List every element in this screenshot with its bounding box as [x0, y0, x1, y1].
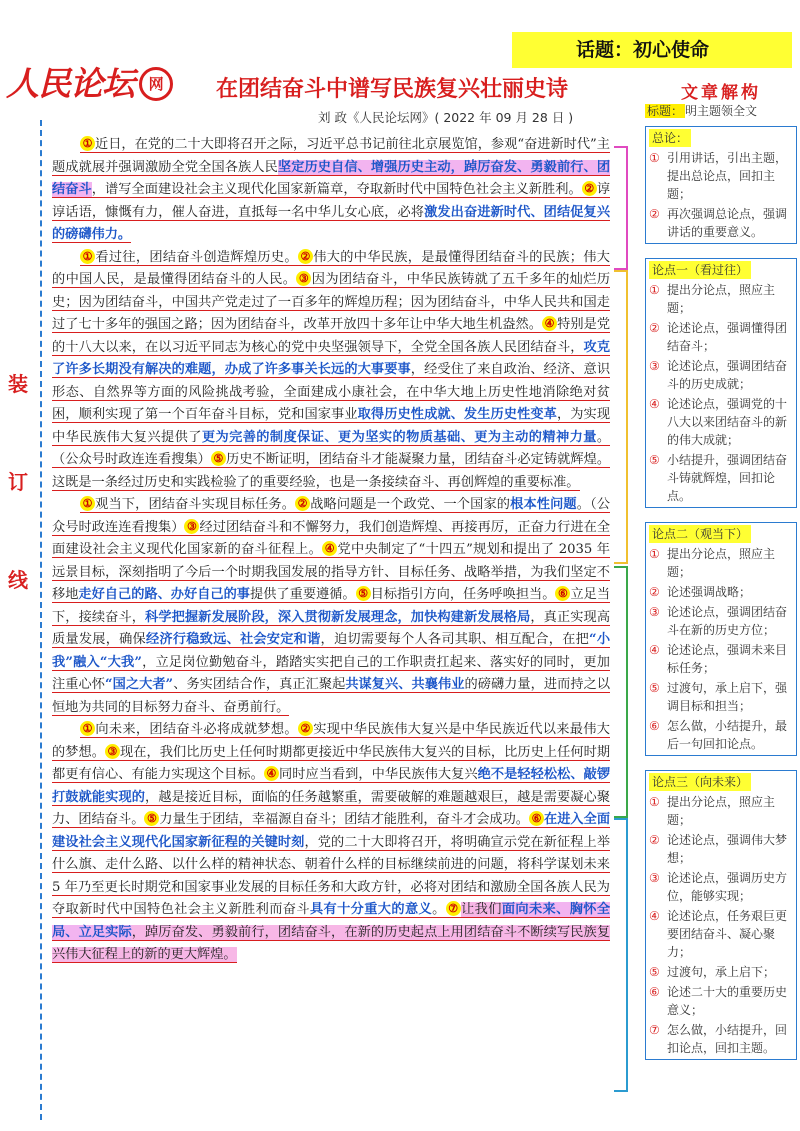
sidebar-item	[649, 149, 793, 203]
sidebar-item-text: 怎么做，小结提升，最后一句回扣论点。	[667, 719, 788, 751]
paragraph-text	[52, 137, 610, 243]
sidebar-item-text: 论述论点，强调党的十八大以来团结奋斗的新的伟大成就；	[667, 397, 788, 447]
text-segment: ，经受住了来自政治、经济、意识形态、自然界等方面的风险挑战考验，全面建成小康社会，在中华大地上历史性地消除绝对贫困，顺利实现了第一个百年奋斗目标，党和国家事业	[52, 362, 611, 422]
sidebar-item-text: 过渡句，承上启下；	[667, 965, 776, 979]
text-segment: 坚定历史自信、增强历史主动，踔厉奋发、勇毅前行、团结奋斗	[52, 159, 611, 197]
text-segment: ，真正实现高质量发展，确保	[52, 609, 611, 647]
paragraph-1	[52, 134, 610, 247]
bracket-point-1	[614, 270, 628, 564]
sidebar-item-number: ①	[649, 151, 660, 165]
text-segment: 具有十分重大的意义	[309, 902, 433, 917]
text-segment: 根本性问题	[510, 497, 577, 512]
sidebar-item	[649, 319, 793, 355]
sentence-number: ①	[80, 496, 95, 511]
text-segment: 更为完善的制度保证、更为坚实的物质基础、更为主动的精神力量	[201, 429, 597, 445]
binding-char-1: 装	[8, 372, 28, 396]
sentence-number: ①	[80, 721, 95, 736]
text-segment: 党中央制定了“十四五”规划和提出了 2035 年远景目标，深刻指明了今后一个时期我国发展的指导方针、目标任务、战略举措，为我们坚定不移地	[52, 542, 610, 602]
sidebar-item-number: ②	[649, 585, 660, 599]
text-segment: 近日，在党的二十大即将召开之际，习近平总书记前往北京展览馆，参观“奋进新时代”主题成就展并强调激励全党全国各族人民	[52, 137, 610, 175]
sentence-number: ⑥	[529, 811, 544, 826]
sidebar-item-number: ⑤	[649, 453, 660, 467]
sidebar-item-text: 提出分论点，照应主题；	[667, 283, 776, 315]
sidebar-item	[649, 963, 793, 981]
sidebar-item-number: ④	[649, 397, 660, 411]
logo-text: 人民论坛	[6, 64, 134, 103]
text-segment: 同时应当看到，中华民族伟大复兴	[278, 767, 478, 782]
sentence-number: ⑤	[144, 811, 159, 826]
sidebar-item-number: ②	[649, 833, 660, 847]
sidebar-item-number: ③	[649, 605, 660, 619]
sidebar-item-text: 怎么做，小结提升，回扣论点，回扣主题。	[667, 1023, 788, 1055]
binding-char-3: 线	[8, 568, 28, 592]
sidebar-item	[649, 793, 793, 829]
text-segment: ，为实现中华民族伟大复兴提供了	[52, 407, 611, 445]
sidebar-item	[649, 357, 793, 393]
sentence-number: ⑤	[211, 451, 226, 466]
sidebar-tag-label: 标题：	[647, 104, 684, 118]
sidebar-item-text: 小结提升，强调团结奋斗铸就辉煌，回扣论点。	[667, 453, 788, 503]
text-segment: ，踔厉奋发、勇毅前行，团结奋斗，在新的历史起点上用团结奋斗不断续写民族复兴伟大征程上的新的更大辉煌。	[52, 924, 611, 962]
sidebar-item	[649, 545, 793, 581]
sidebar-item-text: 论述论点，强调历史方位，能够实现；	[667, 871, 788, 903]
sentence-number: ①	[80, 249, 95, 264]
sidebar-item	[649, 717, 793, 753]
sidebar-item-text: 论述论点，强调团结奋斗的历史成就；	[667, 359, 788, 391]
text-segment: 目标指引方向，任务呼唤担当。	[370, 587, 556, 602]
text-segment: 面向未来、胸怀全局、立足实际	[52, 902, 611, 940]
sidebar-item-text: 过渡句，承上启下，强调目标和担当；	[667, 681, 788, 713]
sidebar-item-number: ⑤	[649, 681, 660, 695]
sentence-number: ②	[298, 721, 313, 736]
sidebar-item-number: ⑤	[649, 965, 660, 979]
sidebar-item-text: 再次强调总论点，强调讲话的重要意义。	[667, 207, 788, 239]
sidebar-section-3	[645, 522, 797, 756]
sidebar-item-number: ④	[649, 643, 660, 657]
sidebar-title: 文章解构	[681, 83, 761, 103]
text-segment: 立足当下，接续奋斗，	[52, 587, 611, 625]
text-segment: 取得历史性成就、发生历史性变革	[357, 407, 557, 422]
sidebar-item-text: 论述论点，强调团结奋斗在新的历史方位；	[667, 605, 788, 637]
text-segment: ，谱写全面建设社会主义现代化国家新篇章，夺取新时代中国特色社会主义新胜利。	[91, 182, 582, 197]
sidebar-sections	[645, 126, 797, 1060]
sidebar-item	[649, 641, 793, 677]
sentence-number: ⑦	[446, 901, 461, 916]
sentence-number: ④	[322, 541, 337, 556]
article-headline: 在团结奋斗中谱写民族复兴壮丽史诗	[216, 76, 569, 102]
sentence-number: ①	[80, 136, 95, 151]
sentence-number: ⑥	[555, 586, 570, 601]
sidebar-item	[649, 451, 793, 505]
sentence-number: ④	[264, 766, 279, 781]
sentence-number: ②	[298, 249, 313, 264]
sidebar-item-text: 提出分论点，照应主题；	[667, 547, 776, 579]
text-segment: 经过团结奋斗和不懈努力，我们创造辉煌、再接再厉，正奋力行进在全面建设社会主义现代化国家新的奋斗征程上。	[52, 519, 611, 557]
sidebar-section-head: 总论：	[649, 129, 691, 147]
sidebar-section-1	[645, 126, 797, 244]
sentence-number: ②	[295, 496, 310, 511]
text-segment: 力量生于团结，幸福源自奋斗；团结才能胜利，奋斗才会成功。	[159, 812, 530, 827]
sidebar-item-text: 论述强调战略；	[667, 585, 752, 599]
sidebar-item	[649, 205, 793, 241]
text-segment: 现在，我们比历史上任何时期都更接近中华民族伟大复兴的目标，比历史上任何时期都更有信心、有能力实现这个目标。	[52, 744, 611, 782]
text-segment: 、务实团结合作，真正汇聚起	[173, 677, 346, 692]
sidebar-section-head: 论点三（向未来）	[649, 773, 751, 791]
sidebar-item-number: ①	[649, 547, 660, 561]
sidebar-item	[649, 583, 793, 601]
structure-sidebar	[645, 84, 797, 1060]
sidebar-item	[649, 603, 793, 639]
topic-banner	[512, 32, 792, 68]
sidebar-item-number: ④	[649, 909, 660, 923]
text-segment: 实现中华民族伟大复兴是中华民族近代以来最伟大的梦想。	[52, 722, 610, 760]
text-segment: 谆谆话语，慷慨有力，催人奋进，直抵每一名中华儿女心底，必将	[52, 182, 611, 220]
sidebar-item-number: ③	[649, 871, 660, 885]
sidebar-item	[649, 983, 793, 1019]
sidebar-section-4	[645, 770, 797, 1060]
sidebar-item	[649, 281, 793, 317]
sentence-number: ④	[542, 316, 557, 331]
text-segment: 攻克了许多长期没有解决的难题，办成了许多事关长远的大事要事	[52, 339, 611, 377]
text-segment: “国之大者”	[104, 677, 174, 692]
paragraph-text	[52, 722, 610, 963]
text-segment: 在进入全面建设社会主义现代化国家新征程的关键时刻	[52, 812, 611, 850]
text-segment: “小我”融入“大我”	[52, 632, 611, 670]
sidebar-item	[649, 869, 793, 905]
sidebar-item-number: ②	[649, 207, 660, 221]
text-segment: 。	[432, 902, 446, 917]
text-segment: 因为团结奋斗，中华民族铸就了五千多年的灿烂历史；因为团结奋斗，中国共产党走过了一百多年的辉煌历程；因为团结奋斗，中华人民共和国走过了七十多年的强国之路；因为团结奋斗，改革开放四十多年让中华大地生机盎然。	[52, 272, 611, 332]
sidebar-item	[649, 831, 793, 867]
sidebar-tag-text: 明主题领全文	[685, 104, 758, 118]
sidebar-item-number: ②	[649, 321, 660, 335]
text-segment: 特别是党的十八大以来，在以习近平同志为核心的党中央坚强领导下，全党全国各族人民团结奋斗，	[52, 317, 611, 355]
text-segment: 。（公众号时政连连看搜集）	[52, 497, 611, 535]
sidebar-item-number: ⑥	[649, 985, 660, 999]
binding-line	[40, 120, 42, 1120]
paragraph-4	[52, 719, 610, 967]
sidebar-section-head: 论点一（看过往）	[649, 261, 751, 279]
sidebar-item-text: 论述论点，强调未来目标任务；	[667, 643, 788, 675]
article-byline: 刘 政《人民论坛网》( 2022 年 09 月 28 日 )	[318, 110, 574, 125]
paragraph-2	[52, 247, 610, 495]
text-segment: ，迫切需要每个人各司其职、相互配合，在把	[320, 632, 590, 647]
sidebar-item	[649, 395, 793, 449]
sidebar-item	[649, 1021, 793, 1057]
text-segment: 激发出奋进新时代、团结促复兴的磅礴伟力。	[52, 204, 611, 242]
sentence-number: ③	[105, 744, 120, 759]
sidebar-item-number: ①	[649, 795, 660, 809]
text-segment: 让我们	[460, 902, 502, 917]
sidebar-item	[649, 907, 793, 961]
text-segment: 向未来，团结奋斗必将成就梦想。	[95, 722, 298, 737]
article-body	[52, 134, 610, 967]
sidebar-tag	[645, 102, 797, 120]
text-segment: 历史不断证明，团结奋斗才能凝聚力量，团结奋斗必定铸就辉煌。这既是一条经过历史和实践检验了的重要经验，也是一条接续奋斗、再创辉煌的重要标准。	[52, 452, 611, 490]
sidebar-item-text: 论述论点，任务艰巨更要团结奋斗、凝心聚力；	[667, 909, 788, 959]
text-segment: 提供了重要遵循。	[250, 587, 356, 602]
sidebar-item-text: 论述二十大的重要历史意义；	[667, 985, 788, 1017]
paragraph-3	[52, 494, 610, 719]
paragraph-text	[52, 250, 610, 491]
sidebar-item	[649, 679, 793, 715]
sentence-number: ③	[296, 271, 311, 286]
text-segment: 共谋复兴、共襄伟业	[345, 677, 465, 692]
binding-char-2: 订	[8, 470, 28, 494]
text-segment: 科学把握新发展阶段，深入贯彻新发展理念，加快构建新发展格局	[145, 609, 531, 625]
sidebar-item-number: ⑥	[649, 719, 660, 733]
text-segment: 绝不是轻轻松松、敲锣打鼓就能实现的	[52, 767, 611, 805]
sidebar-item-text: 提出分论点，照应主题；	[667, 795, 776, 827]
text-segment: ，党的二十大即将召开，将明确宣示党在新征程上举什么旗、走什么路、以什么样的精神状态、朝着什么样的目标继续前进的问题，将科学谋划未来 5 年乃至更长时期党和国家事业发展的目标任务和大政方针，必将对团结和激励全国各族人民为夺取新时代中国特色社会主义新胜利而奋斗	[52, 834, 611, 917]
sentence-number: ②	[582, 181, 597, 196]
sidebar-item-number: ③	[649, 359, 660, 373]
bracket-point-2	[614, 566, 628, 818]
sidebar-item-number: ①	[649, 283, 660, 297]
topic-text: 话题：初心使命	[576, 39, 710, 61]
paragraph-text	[52, 497, 610, 716]
text-segment: 伟大的中华民族，是最懂得团结奋斗的民族；伟大的中国人民，是最懂得团结奋斗的人民。	[52, 249, 610, 287]
sidebar-section-head: 论点二（观当下）	[649, 525, 751, 543]
text-segment: 走好自己的路、办好自己的事	[78, 587, 251, 602]
bracket-point-3	[614, 818, 628, 1092]
sidebar-section-2	[645, 258, 797, 508]
text-segment: 经济行稳致远、社会安定和谐	[145, 632, 321, 647]
text-segment: 的磅礴力量，进而持之以恒地为共同的目标努力奋斗、奋勇前行。	[52, 677, 611, 715]
text-segment: 看过往，团结奋斗创造辉煌历史。	[95, 249, 298, 265]
text-segment: 观当下，团结奋斗实现目标任务。	[95, 497, 296, 512]
sidebar-item-number: ⑦	[649, 1023, 660, 1037]
logo-badge: 网	[139, 67, 173, 101]
bracket-intro	[614, 146, 628, 270]
text-segment: ，立足岗位勤勉奋斗，踏踏实实把自己的工作职责扛起来、落实好的同时，更加注重心怀	[52, 654, 610, 692]
sentence-number: ③	[184, 519, 199, 534]
sidebar-item-text: 引用讲话，引出主题，提出总论点，回扣主题；	[667, 151, 788, 201]
sidebar-item-text: 论述论点，强调伟大梦想；	[667, 833, 788, 865]
site-logo	[6, 58, 202, 102]
sentence-number: ⑤	[356, 586, 371, 601]
sidebar-item-text: 论述论点，强调懂得团结奋斗；	[667, 321, 788, 353]
text-segment: 。（公众号时政连连看搜集）	[52, 429, 611, 467]
text-segment: 战略问题是一个政党、一个国家的	[310, 497, 511, 512]
text-segment: ，越是接近目标，面临的任务越繁重，需要破解的难题越艰巨，越是需要凝心聚力、团结奋斗。	[52, 789, 611, 827]
